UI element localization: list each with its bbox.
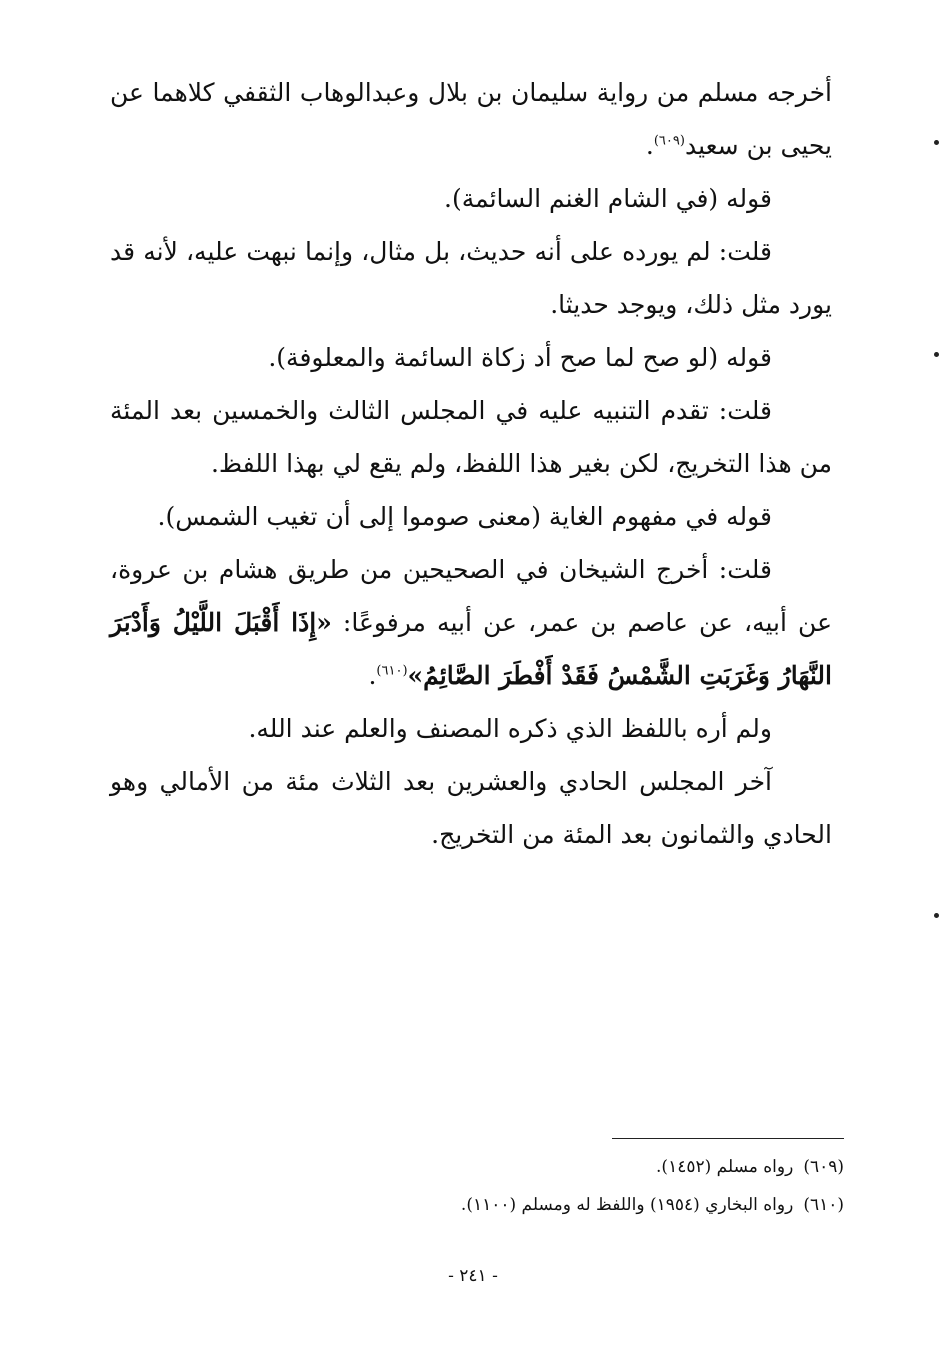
paragraph-8: ولم أره باللفظ الذي ذكره المصنف والعلم عند الله.: [248, 714, 772, 743]
footnote-ref-610[interactable]: (٦١٠): [376, 663, 408, 679]
paragraph-4: قوله (لو صح لما صح أد زكاة السائمة والمعلوفة).: [268, 343, 772, 372]
footnote-text: رواه البخاري (١٩٥٤) واللفظ له ومسلم (١١٠٠).: [460, 1195, 794, 1215]
paragraph-1: أخرجه مسلم من رواية سليمان بن بلال وعبدالوهاب الثقفي كلاهما عن يحيى بن سعيد$^{(٦٠٩)}$.: [110, 78, 832, 160]
footnote-number: (٦٠٩): [803, 1157, 844, 1177]
paragraph-5: قلت: تقدم التنبيه عليه في المجلس الثالث والخمسين بعد المئة من هذا التخريج، لكن بغير هذا اللفظ، ولم يقع لي بهذا اللفظ.: [110, 396, 832, 478]
paragraph-3: قلت: لم يورده على أنه حديث، بل مثال، وإنما نبهت عليه، لأنه قد يورد مثل ذلك، ويوجد حديثا.: [110, 237, 832, 319]
paragraph-6: قوله في مفهوم الغاية (معنى صوموا إلى أن تغيب الشمس).: [157, 502, 772, 531]
paragraph-2: قوله (في الشام الغنم السائمة).: [444, 184, 772, 213]
margin-mark: [934, 140, 939, 145]
paragraph-7: قلت: أخرج الشيخان في الصحيحين من طريق هشام بن عروة، عن أبيه، عن عاصم بن عمر، عن أبيه مرفوعًا: «إِذَا أَقْبَلَ اللَّيْلُ وَأَدْبَرَ النَّهَارُ وَغَرَبَتِ الشَّمْسُ فَقَدْ أَفْطَرَ الصَّائِمُ»$^{(٦١٠)}$.: [110, 555, 832, 690]
footnote-divider: [612, 1138, 844, 1139]
hadith-quote: «إِذَا أَقْبَلَ اللَّيْلُ وَأَدْبَرَ النَّهَارُ وَغَرَبَتِ الشَّمْسُ فَقَدْ أَفْطَرَ الصَّائِمُ»: [110, 608, 832, 690]
footnote-number: (٦١٠): [803, 1195, 844, 1215]
footnote-610: [300, 1186, 844, 1224]
margin-mark: [934, 352, 939, 357]
body-text: [110, 66, 832, 861]
footnote-ref-609[interactable]: (٦٠٩): [653, 133, 685, 149]
footnote-text: رواه مسلم (١٤٥٢).: [656, 1157, 794, 1177]
margin-mark: [934, 913, 939, 918]
page-number: - ٢٤١ -: [448, 1266, 498, 1286]
footnotes: [300, 1148, 844, 1224]
footnote-609: [300, 1148, 844, 1186]
paragraph-9: آخر المجلس الحادي والعشرين بعد الثلاث مئة من الأمالي وهو الحادي والثمانون بعد المئة من التخريج.: [110, 767, 832, 849]
